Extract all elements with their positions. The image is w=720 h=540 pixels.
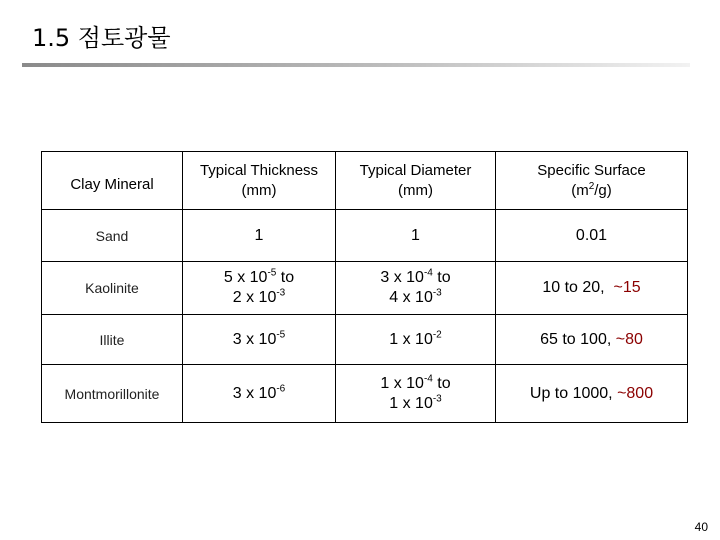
header-thickness-label: Typical Thickness [199, 161, 319, 179]
surface-range: 10 to 20, [542, 279, 614, 296]
table-header-row [42, 152, 688, 210]
value-base: 1 x 10 [389, 394, 433, 412]
diameter-line-1 [340, 268, 491, 288]
value-exponent: -2 [432, 329, 442, 341]
slide-title: 1.5 점토광물 [32, 24, 171, 52]
thickness-line-1 [187, 268, 331, 288]
value-exponent: -3 [276, 287, 286, 299]
value-exponent: -4 [423, 267, 433, 279]
surface-typical-value: ~80 [615, 330, 643, 348]
header-clay-mineral: Clay Mineral [42, 152, 183, 210]
value-base: 3 x 10 [232, 330, 277, 348]
header-typical-thickness [183, 152, 336, 210]
value-exponent: -5 [267, 267, 277, 279]
cell-thickness [183, 365, 336, 423]
value-base: 2 x 10 [232, 289, 277, 306]
cell-diameter [336, 365, 496, 423]
header-surface-unit [500, 181, 683, 201]
cell-thickness [183, 315, 336, 365]
header-diameter-label: Typical Diameter [359, 161, 472, 179]
cell-diameter [336, 315, 496, 365]
table-row-montmorillonite [42, 365, 688, 423]
cell-mineral-name: Sand [42, 210, 183, 262]
cell-thickness [183, 262, 336, 315]
thickness-line-2 [187, 288, 331, 308]
value-exponent: -4 [423, 373, 433, 385]
cell-mineral-name: Montmorillonite [42, 365, 183, 423]
header-surface-label: Specific Surface [537, 161, 646, 179]
table-row-kaolinite [42, 262, 688, 315]
title-divider [22, 63, 690, 67]
header-specific-surface [496, 152, 688, 210]
table-row-sand [42, 210, 688, 262]
cell-mineral-name: Illite [42, 315, 183, 365]
surface-range: 65 to 100, [540, 330, 616, 348]
value-base: 1 x 10 [380, 374, 424, 392]
header-typical-diameter [336, 152, 496, 210]
diameter-line-2 [340, 394, 491, 414]
diameter-line-1 [340, 374, 491, 394]
value-suffix: to [432, 374, 451, 392]
surface-typical-value: ~800 [617, 384, 654, 402]
cell-diameter [336, 262, 496, 315]
value-exponent: -5 [276, 329, 286, 341]
value-exponent: -6 [276, 383, 286, 395]
value-base: 4 x 10 [389, 289, 433, 306]
value-suffix: to [276, 269, 295, 286]
clay-mineral-table [41, 151, 688, 423]
cell-thickness: 1 [183, 210, 336, 262]
unit-prefix: (m [571, 181, 589, 199]
surface-range: Up to 1000, [529, 384, 618, 402]
value-base: 3 x 10 [232, 384, 277, 402]
unit-suffix: /g) [594, 181, 612, 199]
header-thickness-unit: (mm) [241, 181, 277, 199]
cell-surface [496, 262, 688, 315]
value-base: 5 x 10 [223, 269, 268, 286]
value-suffix: to [432, 269, 451, 286]
unit-exponent: 2 [588, 180, 595, 192]
value-base: 1 x 10 [389, 330, 433, 348]
cell-surface [496, 365, 688, 423]
header-diameter-unit: (mm) [398, 181, 433, 199]
table-row-illite [42, 315, 688, 365]
value-base: 3 x 10 [380, 269, 424, 286]
cell-surface: 0.01 [496, 210, 688, 262]
cell-diameter: 1 [336, 210, 496, 262]
value-exponent: -3 [432, 287, 442, 299]
cell-surface [496, 315, 688, 365]
diameter-line-2 [340, 288, 491, 308]
surface-typical-value: ~15 [613, 279, 641, 296]
page-number: 40 [694, 520, 708, 534]
value-exponent: -3 [432, 393, 442, 405]
cell-mineral-name: Kaolinite [42, 262, 183, 315]
